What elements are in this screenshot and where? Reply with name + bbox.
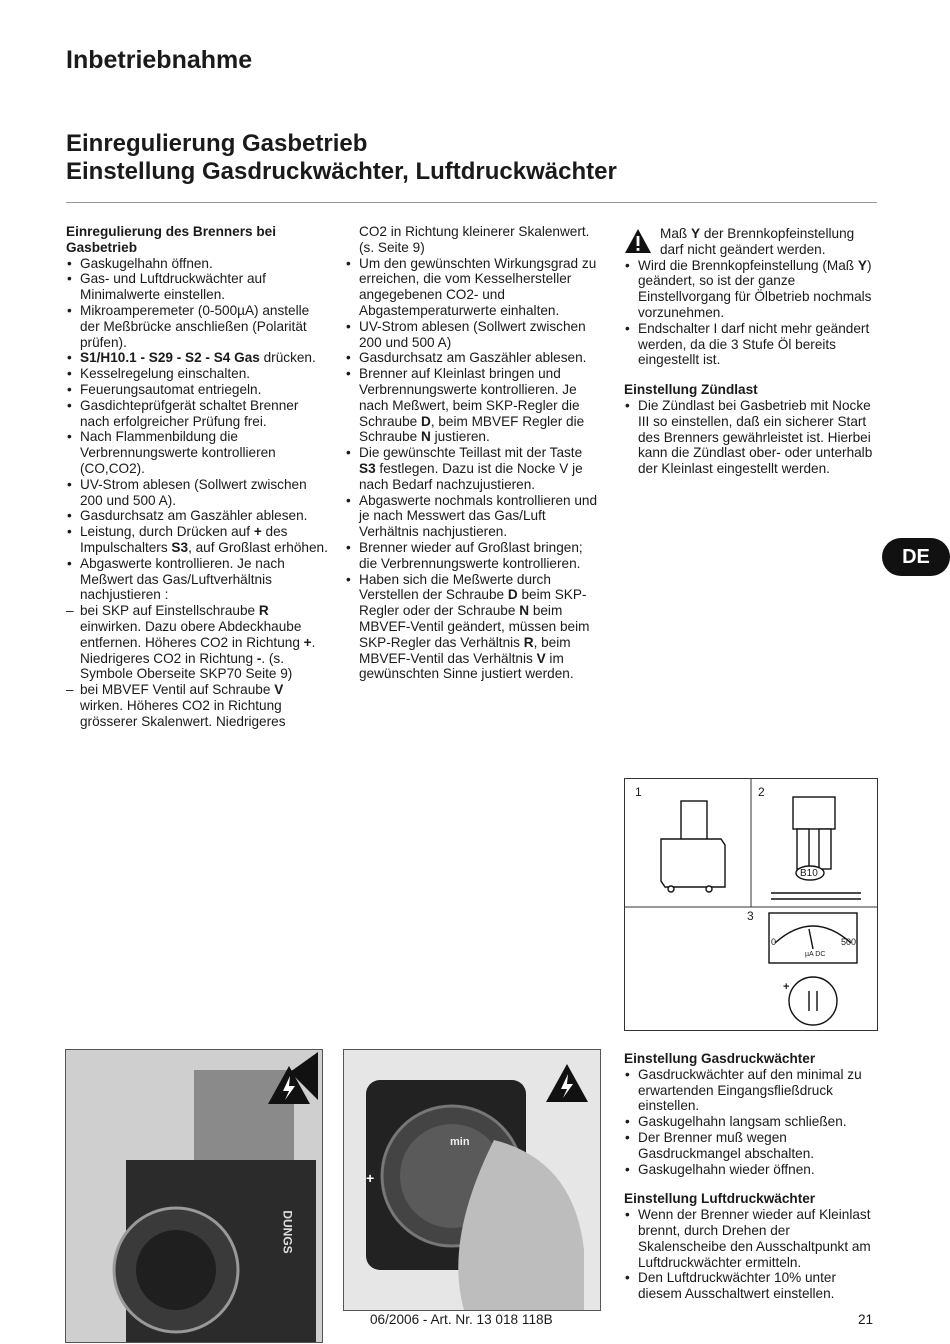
list-item: • UV-Strom ablesen (Sollwert zwischen 200 und 500 A) bbox=[345, 319, 601, 351]
list-item bbox=[345, 572, 601, 683]
figure-number-1: 1 bbox=[635, 785, 642, 799]
polarity-plus: + bbox=[783, 981, 790, 993]
b10-label: B10 bbox=[800, 868, 818, 879]
list-item: • Brenner wieder auf Großlast bringen; die Verbrennungswerte kontrollieren. bbox=[345, 540, 601, 572]
text: drücken. bbox=[263, 350, 316, 366]
screw-n: N bbox=[420, 429, 431, 445]
dimension-y: Y bbox=[690, 226, 701, 241]
list-item: • UV-Strom ablesen (Sollwert zwischen 200 und 500 A). bbox=[66, 477, 328, 509]
list-item: • Feuerungsautomat entriegeln. bbox=[66, 382, 328, 398]
warning-note bbox=[624, 226, 878, 258]
text: beim SKP-Regler oder der Schraube bbox=[359, 587, 587, 619]
text: einwirken. Dazu obere Abdeckhaube entfernen. Höheres CO2 in Richtung bbox=[80, 618, 302, 650]
col1-heading: Einregulierung des Brenners bei Gasbetrieb bbox=[66, 224, 276, 255]
list-item: • Die Zündlast bei Gasbetrieb mit Nocke III so einstellen, daß ein sicherer Start des Brenners gewährleistet ist. Hierbei kann die Zündlast ober- oder unterhalb der Kleinlast eingestellt werden. bbox=[624, 398, 878, 477]
list-item: • Abgaswerte kontrollieren. Je nach Meßwert das Gas/Luftverhältnis nachjustieren : bbox=[66, 556, 328, 603]
screw-n: N bbox=[519, 603, 530, 619]
list-item: • Gasdichteprüfgerät schaltet Brenner nach erfolgreicher Prüfung frei. bbox=[66, 398, 328, 430]
list-item: • Gasdurchsatz am Gaszähler ablesen. bbox=[66, 508, 328, 524]
gas-switch-list bbox=[624, 1067, 878, 1178]
list-item bbox=[66, 350, 328, 366]
gas-switch-heading: Einstellung Gasdruckwächter bbox=[624, 1051, 816, 1066]
text: im gewünschten Sinne justiert werden. bbox=[359, 650, 574, 682]
text: Wird die Brennkopfeinstellung (Maß bbox=[638, 257, 855, 273]
wiring-diagram bbox=[625, 779, 877, 1030]
s3-key: S3 bbox=[359, 460, 376, 476]
unit-label: µA DC bbox=[805, 951, 826, 958]
screw-d: D bbox=[507, 587, 518, 603]
text: justieren. bbox=[434, 429, 490, 445]
list-item bbox=[624, 258, 878, 321]
language-badge: DE bbox=[882, 538, 950, 576]
text: beim MBVEF-Ventil geändert, müssen beim SKP-Regler das Verhältnis bbox=[359, 603, 590, 650]
list-item: • Endschalter I darf nicht mehr geändert werden, da die 3 Stufe Öl bereits eingestellt ist. bbox=[624, 321, 878, 368]
list-item: • Gasdruckwächter auf den minimal zu erwartenden Eingangsfließdruck einstellen. bbox=[624, 1067, 878, 1114]
col3-list bbox=[624, 258, 878, 369]
col1-list bbox=[66, 256, 328, 730]
dimension-y: Y bbox=[857, 257, 867, 273]
high-voltage-icon bbox=[544, 1062, 590, 1104]
list-item bbox=[345, 445, 601, 492]
text: Leistung, durch Drücken auf bbox=[80, 524, 251, 540]
text: . Niedrigeres CO2 in Richtung bbox=[80, 634, 316, 666]
list-item bbox=[66, 603, 328, 682]
ratio-r: R bbox=[523, 634, 534, 650]
list-item: • Um den gewünschten Wirkungsgrad zu erreichen, die vom Kesselhersteller angegebenen CO2- und Abgastemperaturwerte einhalten. bbox=[345, 256, 601, 319]
page-number: 21 bbox=[858, 1312, 874, 1327]
paragraph: CO2 in Richtung kleinerer Skalenwert. (s. Seite 9) bbox=[359, 224, 590, 255]
min-label: min bbox=[450, 1136, 470, 1148]
brand-label: DUNGS bbox=[280, 1210, 295, 1254]
zuendlast-heading: Einstellung Zündlast bbox=[624, 382, 758, 398]
list-item: • Mikroamperemeter (0-500µA) anstelle der Meßbrücke anschließen (Polarität prüfen). bbox=[66, 303, 328, 350]
text: ) geändert, so ist der ganze Einstellvorgang für Ölbetrieb nochmals vorzunehmen. bbox=[638, 257, 872, 320]
list-item: • Gaskugelhahn öffnen. bbox=[66, 256, 328, 272]
section-title-line-2: Einstellung Gasdruckwächter, Luftdruckwächter bbox=[66, 158, 617, 185]
list-item: • Gasdurchsatz am Gaszähler ablesen. bbox=[345, 350, 601, 366]
list-item: • Kesselregelung einschalten. bbox=[66, 366, 328, 382]
photo-air-pressure-switch bbox=[343, 1049, 601, 1311]
page-title: Inbetriebnahme bbox=[66, 46, 253, 74]
list-item: • Nach Flammenbildung die Verbrennungswerte kontrollieren (CO,CO2). bbox=[66, 429, 328, 476]
text: des Impulschalters bbox=[80, 524, 288, 555]
key-sequence: S1/H10.1 - S29 - S2 - S4 Gas bbox=[80, 350, 260, 366]
footer-doc-number: 06/2006 - Art. Nr. 13 018 118B bbox=[370, 1312, 553, 1327]
list-item: • Gas- und Luftdruckwächter auf Minimalwerte einstellen. bbox=[66, 271, 328, 303]
column-3 bbox=[624, 226, 878, 477]
text: bei MBVEF Ventil auf Schraube bbox=[80, 682, 271, 698]
text: , beim MBVEF Regler die Schraube bbox=[359, 413, 585, 445]
list-item: • Gaskugelhahn langsam schließen. bbox=[624, 1114, 878, 1130]
list-item: • Gaskugelhahn wieder öffnen. bbox=[624, 1162, 878, 1178]
list-item bbox=[345, 366, 601, 445]
text: Haben sich die Meßwerte durch Verstellen der Schraube bbox=[359, 571, 551, 603]
column-1 bbox=[66, 224, 328, 730]
air-switch-heading: Einstellung Luftdruckwächter bbox=[624, 1191, 816, 1207]
column-2 bbox=[345, 224, 601, 682]
zuendlast-list bbox=[624, 398, 878, 477]
text: Brenner auf Kleinlast bringen und Verbrennungswerte kontrollieren. Je nach Meßwert, beim SKP-Regler die Schraube bbox=[359, 366, 580, 429]
high-voltage-icon bbox=[266, 1064, 312, 1106]
col2-list bbox=[345, 256, 601, 683]
air-switch-list bbox=[624, 1207, 878, 1302]
figure-number-2: 2 bbox=[758, 785, 765, 799]
figure-number-3: 3 bbox=[747, 909, 754, 923]
list-item: • Wenn der Brenner wieder auf Kleinlast brennt, durch Drehen der Skalenscheibe den Ausschaltpunkt am Luftdruckwächter ermitteln. bbox=[624, 1207, 878, 1270]
warning-triangle-icon bbox=[624, 228, 652, 254]
ratio-v: V bbox=[536, 650, 546, 666]
text: . (s. Symbole Oberseite SKP70 Seite 9) bbox=[80, 650, 293, 682]
list-item bbox=[66, 682, 328, 729]
scale-min: 0 bbox=[771, 937, 777, 947]
plus-key: + bbox=[253, 524, 262, 540]
list-item: • Der Brenner muß wegen Gasdruckmangel abschalten. bbox=[624, 1130, 878, 1162]
gas-switch-section bbox=[624, 1051, 878, 1302]
screw-d: D bbox=[420, 413, 431, 429]
scale-max: 500 bbox=[841, 937, 857, 947]
plus-symbol: + bbox=[303, 634, 312, 650]
text: wirken. Höheres CO2 in Richtung grösserer Skalenwert. Niedrigeres bbox=[80, 697, 286, 729]
plus-label: + bbox=[366, 1170, 375, 1186]
header-rule bbox=[66, 202, 877, 203]
photo-gas-pressure-switch bbox=[65, 1049, 323, 1343]
list-item bbox=[66, 524, 328, 556]
list-item: • Abgaswerte nochmals kontrollieren und je nach Messwert das Gas/Luft Verhältnis nachjustieren. bbox=[345, 493, 601, 540]
figure-panel bbox=[624, 778, 878, 1031]
screw-v: V bbox=[274, 682, 284, 698]
s3-key: S3 bbox=[171, 539, 189, 555]
text: Maß bbox=[660, 226, 688, 241]
screw-r: R bbox=[258, 603, 269, 619]
text: , beim MBVEF-Ventil das Verhältnis bbox=[359, 634, 571, 666]
text: festlegen. Dazu ist die Nocke V je nach Bedarf nachzujustieren. bbox=[359, 460, 583, 492]
text: , auf Großlast erhöhen. bbox=[188, 539, 328, 555]
text: der Brennkopfeinstellung darf nicht geändert werden. bbox=[660, 226, 855, 257]
text: bei SKP auf Einstellschraube bbox=[80, 603, 256, 619]
list-item: • Den Luftdruckwächter 10% unter diesem Ausschaltwert einstellen. bbox=[624, 1270, 878, 1302]
minus-symbol: - bbox=[256, 650, 262, 666]
section-title-line-1: Einregulierung Gasbetrieb bbox=[66, 130, 368, 157]
text: Die gewünschte Teillast mit der Taste bbox=[359, 445, 583, 461]
